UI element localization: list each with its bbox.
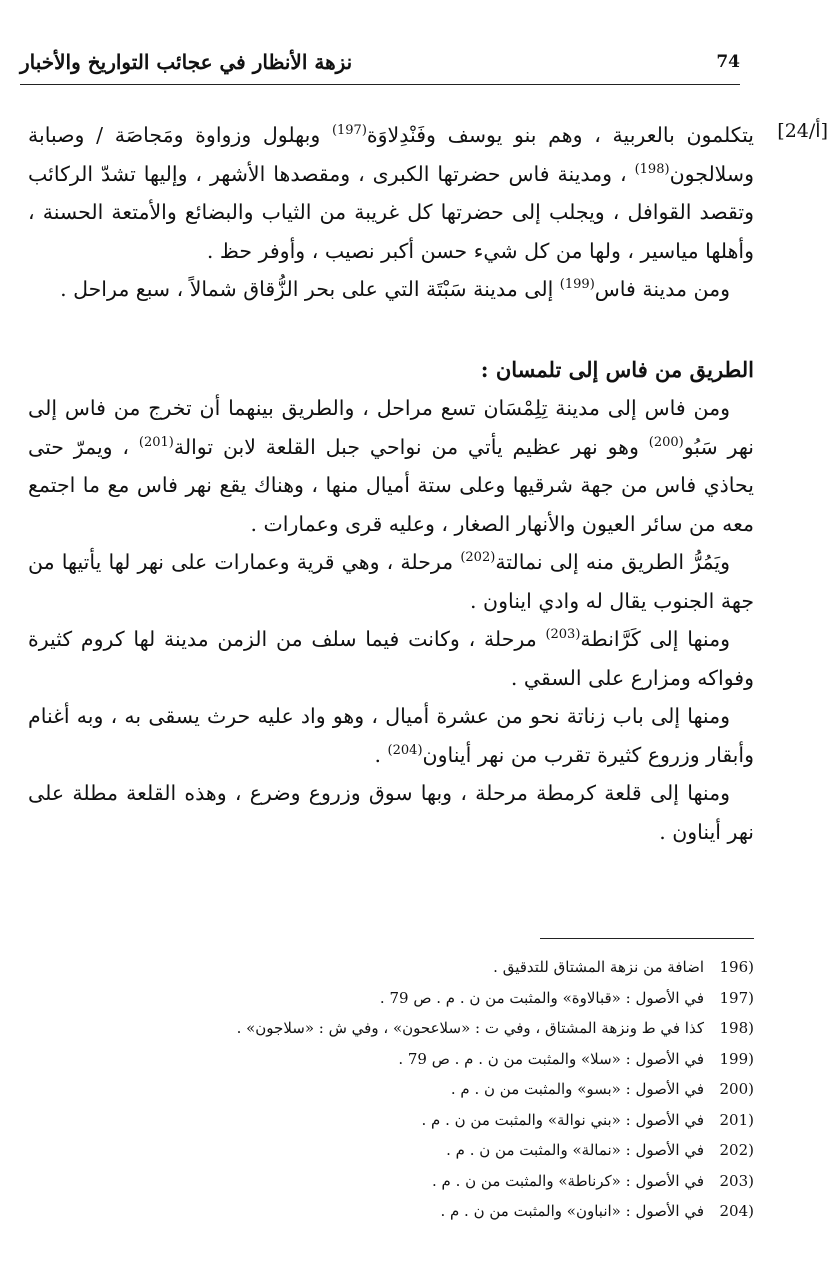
footnote-number: 199) — [719, 1049, 754, 1068]
footnote-number: 201) — [719, 1110, 754, 1129]
footnote-number: 198) — [719, 1019, 754, 1037]
footnote-196 — [40, 952, 754, 983]
running-title: نزهة الأنظار في عجائب التواريخ والأخبار — [20, 50, 353, 74]
footnote-text: في الأصول : «انباون» والمثبت من ن . م . — [440, 1202, 704, 1220]
footnote-203 — [40, 1166, 754, 1197]
footnotes — [40, 952, 754, 1227]
footnote-ref-199: (199) — [559, 277, 595, 293]
footnote-text: في الأصول : «بني نوالة» والمثبت من ن . م . — [421, 1110, 704, 1129]
paragraph-2 — [28, 270, 754, 309]
footnote-number: 197) — [719, 988, 754, 1007]
footnote-text: في الأصول : «بسو» والمثبت من ن . م . — [450, 1080, 704, 1098]
manuscript-folio-marker: [24/أ] — [777, 120, 828, 142]
footnote-text: في الأصول : «نمالة» والمثبت من ن . م . — [446, 1141, 704, 1159]
footnote-divider — [540, 938, 754, 939]
paragraph-6 — [28, 697, 754, 774]
p3-text: ومن فاس إلى مدينة تِلِمْسَان تسع مراحل ، والطريق بينهما أن تخرج من فاس إلى نهر سَبُو — [28, 396, 754, 459]
footnote-ref-198: (198) — [634, 161, 670, 177]
footnote-number: 203) — [719, 1171, 754, 1190]
footnote-197 — [40, 983, 754, 1014]
footnote-204 — [40, 1196, 754, 1227]
footnote-number: 196) — [719, 958, 754, 976]
p6-text: ومنها إلى باب زناتة نحو من عشرة أميال ، وهو واد عليه حرث يسقى به ، وبه أغنام وأبقار وزروع كثيرة تقرب من نهر أيناون — [28, 704, 754, 767]
p1-text-c: ، ومدينة فاس حضرتها الكبرى ، ومقصدها الأشهر ، وإليها تشدّ الركائب وتقصد القوافل ، ويجلب إلى حضرتها كل غريبة من الثياب والبضائع والأمتعة الحسنة ، وأهلها مياسير ، ولها من كل شيء حسن أكبر نصيب ، وأوفر حظ . — [28, 161, 754, 263]
footnote-ref-203: (203) — [545, 627, 581, 643]
paragraph-4 — [28, 543, 754, 620]
footnote-text: في الأصول : «قبالاوة» والمثبت من ن . م . ص 79 . — [379, 988, 704, 1007]
p1-text: يتكلمون بالعربية ، وهم بنو يوسف وفَنْدِلاوَة — [366, 123, 754, 147]
p2-text-b: إلى مدينة سَبْتَة التي على بحر الزُّقاق شمالاً ، سبع مراحل . — [60, 277, 560, 301]
p1-text-b: وبهلول وزواوة ومَجاصَة / وصبابة وسلالجون — [28, 123, 754, 186]
page-number: 74 — [716, 52, 740, 72]
footnote-200 — [40, 1074, 754, 1105]
footnote-number: 204) — [719, 1202, 754, 1220]
footnote-text: كذا في ط ونزهة المشتاق ، وفي ت : «سلاعحون» ، وفي ش : «سلاجون» . — [236, 1019, 704, 1037]
running-header — [20, 48, 740, 85]
footnote-ref-201: (201) — [138, 434, 174, 450]
footnote-201 — [40, 1105, 754, 1136]
p5-text-b: مرحلة ، وكانت فيما سلف من الزمن مدينة لها كروم كثيرة وفواكه ومزارع على السقي . — [28, 627, 754, 690]
footnote-202 — [40, 1135, 754, 1166]
p5-text: ومنها إلى كَرَّانطة — [580, 627, 730, 651]
footnote-ref-200: (200) — [648, 434, 684, 450]
footnote-number: 202) — [719, 1141, 754, 1159]
footnote-text: اضافة من نزهة المشتاق للتدقيق . — [493, 958, 704, 976]
paragraph-5 — [28, 620, 754, 697]
p4-text-b: مرحلة ، وهي قرية وعمارات على نهر لها يأتيها من جهة الجنوب يقال له وادي ايناون . — [28, 550, 754, 613]
footnote-text: في الأصول : «سلا» والمثبت من ن . م . ص 79 . — [398, 1049, 704, 1068]
footnote-199 — [40, 1044, 754, 1075]
footnote-ref-197: (197) — [331, 123, 367, 139]
p2-text: ومن مدينة فاس — [594, 277, 730, 301]
p3-text-c: ، ويمرّ حتى يحاذي فاس من جهة شرقيها وعلى ستة أميال منها ، وهناك يقع نهر فاس مع ما اجتمع معه من سائر العيون والأنهار الصغار ، وعليه قرى وعمارات . — [28, 434, 754, 536]
p3-text-b: وهو نهر عظيم يأتي من نواحي جبل القلعة لابن توالة — [173, 434, 649, 459]
main-text — [28, 116, 754, 851]
paragraph-7: ومنها إلى قلعة كرمطة مرحلة ، وبها سوق وزروع وضرع ، وهذه القلعة مطلة على نهر أيناون . — [28, 781, 754, 844]
paragraph-3 — [28, 389, 754, 543]
footnote-number: 200) — [719, 1080, 754, 1098]
section-heading: الطريق من فاس إلى تلمسان : — [480, 356, 754, 382]
p4-text: ويَمُرُّ الطريق منه إلى نمالتة — [495, 550, 731, 574]
footnote-ref-202: (202) — [460, 550, 496, 566]
p6-text-b: . — [374, 742, 388, 767]
paragraph-1 — [28, 116, 754, 270]
footnote-text: في الأصول : «كرناطة» والمثبت من ن . م . — [432, 1171, 704, 1190]
footnote-ref-204: (204) — [387, 742, 423, 758]
footnote-198 — [40, 1013, 754, 1044]
